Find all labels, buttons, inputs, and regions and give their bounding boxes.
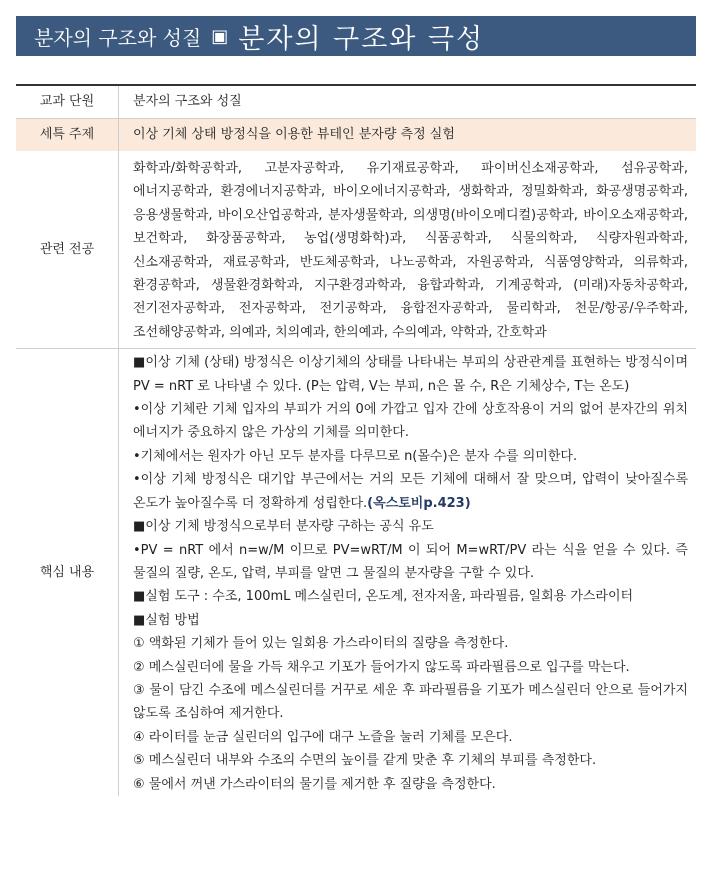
reference-citation: (옥스토비p.423) — [367, 495, 471, 511]
core-paragraph: ■실험 도구 : 수조, 100mL 메스실린더, 온도계, 전자저울, 파라필름, 일회용 가스라이터 — [133, 589, 634, 605]
theme-value: 이상 기체 상태 방정식을 이용한 뷰테인 분자량 측정 실험 — [119, 119, 697, 152]
banner-title: 분자의 구조와 극성 — [238, 23, 485, 55]
experiment-step: ① 액화된 기체가 들어 있는 일회용 가스라이터의 질량을 측정한다. — [133, 636, 509, 652]
topic-info-table — [16, 84, 696, 796]
table-row-theme — [16, 119, 696, 152]
experiment-step: ② 메스실린더에 물을 가득 채우고 기포가 들어가지 않도록 파라필름으로 입구를 막는다. — [133, 659, 630, 675]
unit-value: 분자의 구조와 성질 — [119, 85, 697, 119]
core-paragraph: ■실험 방법 — [133, 612, 200, 628]
core-label: 핵심 내용 — [16, 349, 119, 796]
table-row-unit — [16, 85, 696, 119]
section-banner — [16, 16, 696, 56]
experiment-step: ③ 물이 담긴 수조에 메스실린더를 거꾸로 세운 후 파라필름을 기포가 메스실린더 안으로 들어가지 않도록 조심하여 제거한다. — [133, 682, 688, 722]
table-row-majors — [16, 151, 696, 349]
core-content — [119, 349, 697, 796]
experiment-step: ⑤ 메스실린더 내부와 수조의 수면의 높이를 같게 맞춘 후 기체의 부피를 측정한다. — [133, 753, 597, 769]
theme-label: 세특 주제 — [16, 119, 119, 152]
core-paragraph: •이상 기체란 기체 입자의 부피가 거의 0에 가깝고 입자 간에 상호작용이 거의 없어 분자간의 위치 에너지가 중요하지 않은 가상의 기체를 의미한다. — [133, 402, 688, 441]
experiment-step: ④ 라이터를 눈금 실린더의 입구에 대구 노즐을 눌러 기체를 모은다. — [133, 729, 513, 745]
unit-label: 교과 단원 — [16, 85, 119, 119]
core-paragraph: •기체에서는 원자가 아닌 모두 분자를 다루므로 n(몰수)은 분자 수를 의미한다. — [133, 448, 578, 464]
table-row-core — [16, 349, 696, 796]
banner-subtitle: 분자의 구조와 성질 — [34, 25, 202, 50]
core-paragraph: ■이상 기체 방정식으로부터 분자량 구하는 공식 유도 — [133, 519, 434, 535]
majors-label: 관련 전공 — [16, 151, 119, 349]
experiment-step: ⑥ 물에서 꺼낸 가스라이터의 물기를 제거한 후 질량을 측정한다. — [133, 776, 496, 792]
core-paragraph: ■이상 기체 (상태) 방정식은 이상기체의 상태를 나타내는 부피의 상관관계를 표현하는 방정식이며 PV = nRT 로 나타낼 수 있다. (P는 압력, V는 부피, n은 몰 수, R은 기체상수, T는 온도) — [133, 355, 688, 394]
core-paragraph-with-ref — [133, 468, 688, 515]
square-marker-icon: ▣ — [211, 25, 229, 47]
majors-value: 화학과/화학공학과, 고분자공학과, 유기재료공학과, 파이버신소재공학과, 섬유공학과, 에너지공학과, 환경에너지공학과, 바이오에너지공학과, 생화학과, 정밀화학과, 화공생명공학과, 응용생물학과, 바이오산업공학과, 분자생물학과, 의생명(바이오메디컬)공학과, 바이오소재공학과, 보건학과, 화장품공학과, 농업(생명화학)과, 식품공학과, 식물의학과, 식량자원과학과, 신소재공학과, 재료공학과, 반도체공학과, 나노공학과, 자원공학과, 식품영양학과, 의류학과, 환경공학과, 생물환경화학과, 지구환경과학과, 융합과학과, 기계공학과, (미래)자동차공학과, 전기전자공학과, 전자공학과, 전기공학과, 융합전자공학과, 물리학과, 천문/항공/우주학과, 조선해양공학과, 의예과, 치의예과, 한의예과, 수의예과, 약학과, 간호학과 — [133, 161, 688, 340]
core-paragraph-text: •이상 기체 방정식은 대기압 부근에서는 거의 모든 기체에 대해서 잘 맞으며, 압력이 낮아질수록 온도가 높아질수록 더 정확하게 성립한다. — [133, 472, 688, 511]
core-paragraph: •PV = nRT 에서 n=w/M 이므로 PV=wRT/M 이 되어 M=wRT/PV 라는 식을 얻을 수 있다. 즉 물질의 질량, 온도, 압력, 부피를 알면 그 물질의 분자량을 구할 수 있다. — [133, 542, 688, 581]
